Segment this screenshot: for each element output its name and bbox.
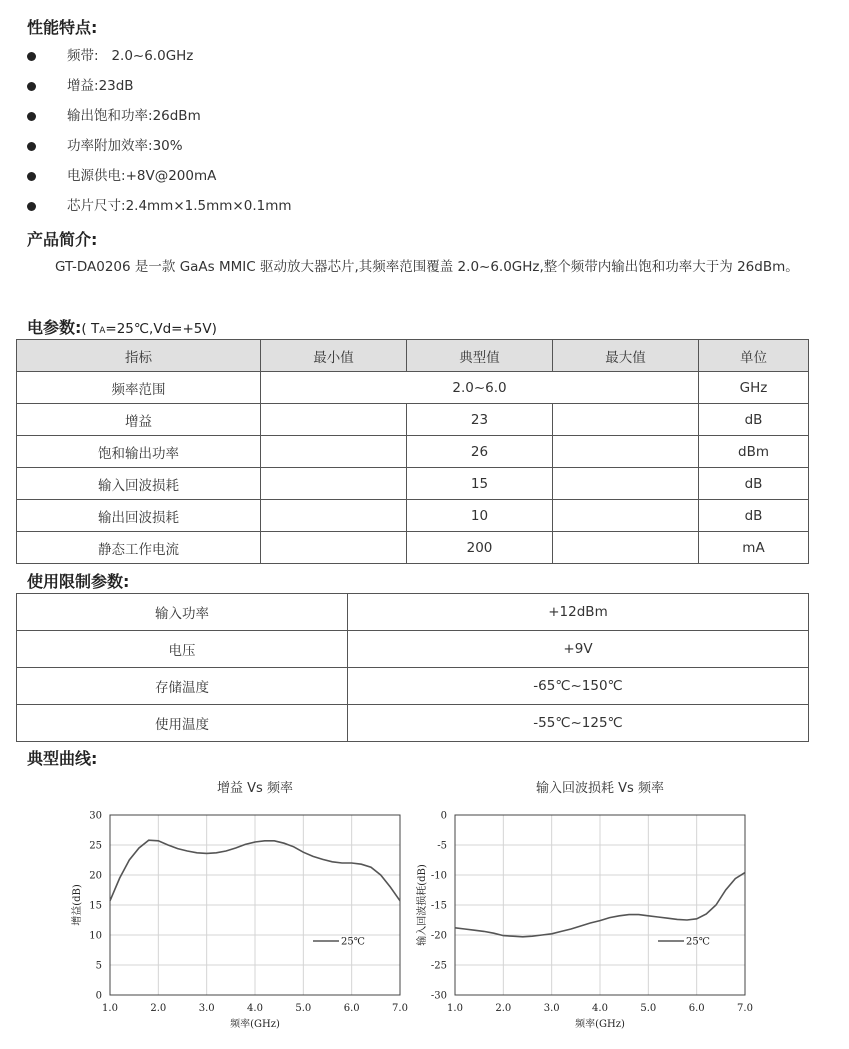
y-tick-label: -30 — [430, 990, 447, 1002]
x-tick-label: 1.0 — [102, 1003, 118, 1014]
bullet-icon — [27, 202, 36, 211]
table-row — [17, 668, 809, 705]
feature-item: 芯片尺寸:2.4mm×1.5mm×0.1mm — [27, 196, 292, 226]
x-tick-label: 4.0 — [247, 1003, 263, 1014]
limits-title: 使用限制参数: — [27, 572, 130, 591]
cell: -65℃~150℃ — [348, 668, 809, 705]
cell: dB — [699, 468, 809, 500]
x-tick-label: 2.0 — [495, 1003, 512, 1014]
gain-chart — [60, 800, 420, 1040]
cell — [261, 404, 407, 436]
table-row — [17, 436, 809, 468]
feature-item: 频带: 2.0~6.0GHz — [27, 46, 292, 76]
x-axis-label: 频率(GHz) — [230, 1019, 280, 1030]
cell: 26 — [407, 436, 553, 468]
y-tick-label: -5 — [437, 840, 447, 852]
intro-text: GT-DA0206 是一款 GaAs MMIC 驱动放大器芯片,其频率范围覆盖 2.0~6.0GHz,整个频带内输出饱和功率大于为 26dBm。 — [55, 259, 799, 275]
cell: 饱和输出功率 — [17, 436, 261, 468]
cell — [261, 532, 407, 564]
header-cell: 最大值 — [553, 340, 699, 372]
cell: 输出回波损耗 — [17, 500, 261, 532]
features-title: 性能特点: — [27, 18, 98, 37]
chart-title-return-loss: 输入回波损耗 Vs 频率 — [536, 781, 664, 796]
cell: dBm — [699, 436, 809, 468]
feature-item: 输出饱和功率:26dBm — [27, 106, 292, 136]
cell — [553, 500, 699, 532]
cell: +9V — [348, 631, 809, 668]
cell: 存储温度 — [17, 668, 348, 705]
legend-label: 25℃ — [341, 936, 365, 948]
cell — [553, 532, 699, 564]
cell: 输入功率 — [17, 594, 348, 631]
cell — [553, 436, 699, 468]
table-row — [17, 631, 809, 668]
cell: 2.0~6.0 — [261, 372, 699, 404]
x-tick-label: 7.0 — [392, 1003, 408, 1014]
cell: 频率范围 — [17, 372, 261, 404]
x-tick-label: 3.0 — [543, 1003, 560, 1014]
y-tick-label: -20 — [430, 930, 447, 942]
limits-table — [16, 593, 809, 742]
table-row — [17, 500, 809, 532]
x-tick-label: 4.0 — [592, 1003, 608, 1014]
x-axis-label: 频率(GHz) — [575, 1019, 625, 1030]
header-cell: 指标 — [17, 340, 261, 372]
x-tick-label: 7.0 — [737, 1003, 753, 1014]
table-header-row — [17, 340, 809, 372]
bullet-icon — [27, 172, 36, 181]
table-row — [17, 532, 809, 564]
cell: mA — [699, 532, 809, 564]
x-tick-label: 5.0 — [640, 1003, 657, 1014]
y-tick-label: -25 — [430, 960, 447, 972]
y-tick-label: 0 — [440, 810, 447, 822]
bullet-icon — [27, 82, 36, 91]
cell: 输入回波损耗 — [17, 468, 261, 500]
curves-title: 典型曲线: — [27, 749, 98, 768]
cell: 电压 — [17, 631, 348, 668]
y-tick-label: -10 — [430, 870, 447, 882]
elec-table — [16, 339, 809, 564]
y-tick-label: 20 — [89, 870, 102, 882]
y-tick-label: 5 — [95, 960, 102, 972]
cell: 15 — [407, 468, 553, 500]
chart-title-gain: 增益 Vs 频率 — [217, 781, 293, 796]
header-cell: 单位 — [699, 340, 809, 372]
cell: dB — [699, 500, 809, 532]
cell: 使用温度 — [17, 705, 348, 742]
cell — [553, 468, 699, 500]
x-tick-label: 2.0 — [150, 1003, 167, 1014]
features-list — [27, 46, 292, 226]
cell: -55℃~125℃ — [348, 705, 809, 742]
header-cell: 最小值 — [261, 340, 407, 372]
cell — [261, 468, 407, 500]
table-row — [17, 372, 809, 404]
intro-title: 产品简介: — [27, 230, 98, 249]
cell: GHz — [699, 372, 809, 404]
table-row — [17, 468, 809, 500]
cell — [261, 436, 407, 468]
table-row — [17, 594, 809, 631]
x-tick-label: 6.0 — [343, 1003, 360, 1014]
x-tick-label: 3.0 — [198, 1003, 215, 1014]
x-tick-label: 5.0 — [295, 1003, 312, 1014]
y-tick-label: 0 — [95, 990, 102, 1002]
y-tick-label: 15 — [89, 900, 102, 912]
table-row — [17, 404, 809, 436]
y-tick-label: 10 — [89, 930, 102, 942]
cell: 23 — [407, 404, 553, 436]
x-tick-label: 1.0 — [447, 1003, 463, 1014]
cell: +12dBm — [348, 594, 809, 631]
feature-item: 增益:23dB — [27, 76, 292, 106]
cell: 10 — [407, 500, 553, 532]
bullet-icon — [27, 112, 36, 121]
cell: 200 — [407, 532, 553, 564]
y-tick-label: 30 — [89, 810, 102, 822]
elec-title: 电参数:( TA=25℃,Vd=+5V) — [27, 318, 217, 337]
bullet-icon — [27, 142, 36, 151]
table-row — [17, 705, 809, 742]
y-axis-label: 输入回波损耗(dB) — [417, 864, 428, 946]
y-tick-label: 25 — [89, 840, 102, 852]
y-axis-label: 增益(dB) — [72, 884, 83, 926]
x-tick-label: 6.0 — [688, 1003, 705, 1014]
y-tick-label: -15 — [430, 900, 447, 912]
cell — [261, 500, 407, 532]
cell: 静态工作电流 — [17, 532, 261, 564]
header-cell: 典型值 — [407, 340, 553, 372]
feature-item: 功率附加效率:30% — [27, 136, 292, 166]
feature-item: 电源供电:+8V@200mA — [27, 166, 292, 196]
cell — [553, 404, 699, 436]
legend-label: 25℃ — [686, 936, 710, 948]
return-loss-chart — [405, 800, 765, 1040]
cell: 增益 — [17, 404, 261, 436]
bullet-icon — [27, 52, 36, 61]
cell: dB — [699, 404, 809, 436]
